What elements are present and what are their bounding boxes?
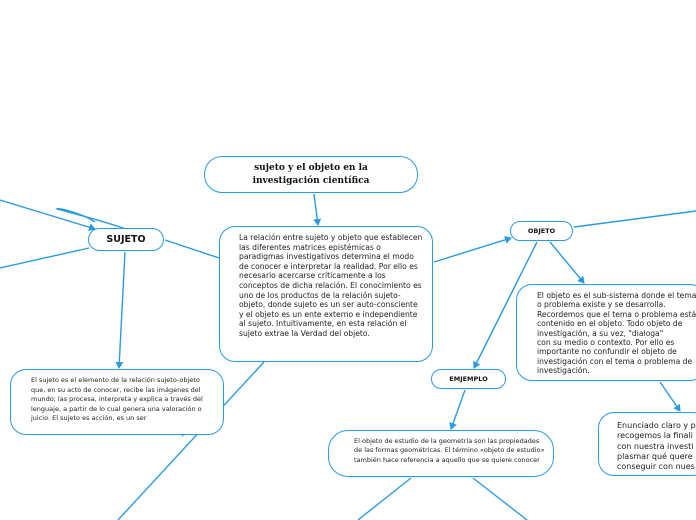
edge-ejemplo-geometria	[451, 390, 465, 429]
ejemplo-node-label: EMJEMPLO	[449, 375, 488, 383]
center-relation-text: La relación entre sujeto y objeto que establecen las diferentes matrices epistémicas o paradigmas investigativos determina el modo de conocer e interpretar la realidad. Por ello es necesario acercarse críticamente a los conceptos de dicha relación. El conocimiento es uno de los productos de la relación sujeto-objeto, donde sujeto es un ser auto-consciente y el objeto es un ente externo e independiente al sujeto. Intuitivamente, en esta relación el sujeto extrae la Verdad del objeto.	[239, 233, 423, 338]
ejemplo-description-node[interactable]	[328, 430, 554, 477]
sujeto-description-node[interactable]	[10, 369, 224, 435]
ejemplo-node[interactable]	[431, 369, 506, 389]
objeto-text-line: contenido en el objeto. Todo objeto de	[537, 319, 683, 329]
edge-objetotext-enunciado	[660, 382, 680, 411]
edge-sujeto-center	[165, 240, 219, 258]
sujeto-node-label: SUJETO	[106, 234, 146, 245]
objeto-text-line: con su medio o contexto. Por ello es	[537, 338, 675, 348]
objeto-description-node[interactable]	[516, 284, 696, 381]
enunciado-node[interactable]	[598, 412, 696, 476]
edge-title-center	[314, 194, 318, 225]
objeto-text-line: investigación.	[537, 366, 590, 376]
sujeto-description-text: El sujeto es el elemento de la relación sujeto-objeto que, en su acto de conocer, recibe las imágenes del mundo; las procesa, interpreta y explica a través del lenguaje, a partir de lo cual genera una valoración o juicio. El sujeto es acción, es un ser	[31, 376, 203, 423]
objeto-text-line: o problema existe y se desarrolla.	[537, 300, 666, 310]
objeto-text-line: investigación, a su vez, "dialoga"	[537, 328, 664, 338]
edge-sujeto-offscreen-left	[0, 248, 89, 268]
enunciado-text-line: plasmar qué quere	[617, 451, 693, 461]
title-node[interactable]	[204, 156, 418, 193]
objeto-text-line: investigación con el tema o problema de	[537, 356, 693, 366]
objeto-text-line: Recordemos que el tema o problema está	[537, 309, 696, 319]
edge-sujeto-text	[119, 252, 125, 368]
objeto-text-line: El objeto es el sub-sistema donde el tema	[537, 291, 696, 300]
objeto-text-line: importante no confundir el objeto de	[537, 347, 677, 357]
title-node-label: sujeto y el objeto en la investigación científica	[252, 162, 370, 186]
objeto-node[interactable]	[510, 221, 573, 241]
ejemplo-description-text: El objeto de estudio de la geometría son las propiedades de las formas geométricas. El término «objeto de estudio» también hace referencia a aquello que se quiere conocer	[354, 437, 545, 464]
edge-objeto-right	[574, 211, 696, 227]
objeto-node-label: OBJETO	[527, 227, 556, 235]
enunciado-text-line: Enunciado claro y p	[617, 421, 696, 430]
sujeto-node[interactable]	[88, 228, 164, 251]
edge-geometria-bottom-left	[358, 478, 411, 520]
enunciado-text-line: con nuestra investi	[617, 441, 694, 451]
edge-geometria-bottom-right	[473, 478, 527, 520]
edge-center-objeto	[434, 238, 511, 262]
center-relation-node[interactable]	[219, 226, 433, 362]
enunciado-text-line: conseguir con nues	[617, 462, 695, 472]
edge-sujeto-loop	[57, 209, 126, 229]
edge-objeto-text	[550, 242, 584, 283]
enunciado-text-line: recogemos la finali	[617, 431, 693, 441]
